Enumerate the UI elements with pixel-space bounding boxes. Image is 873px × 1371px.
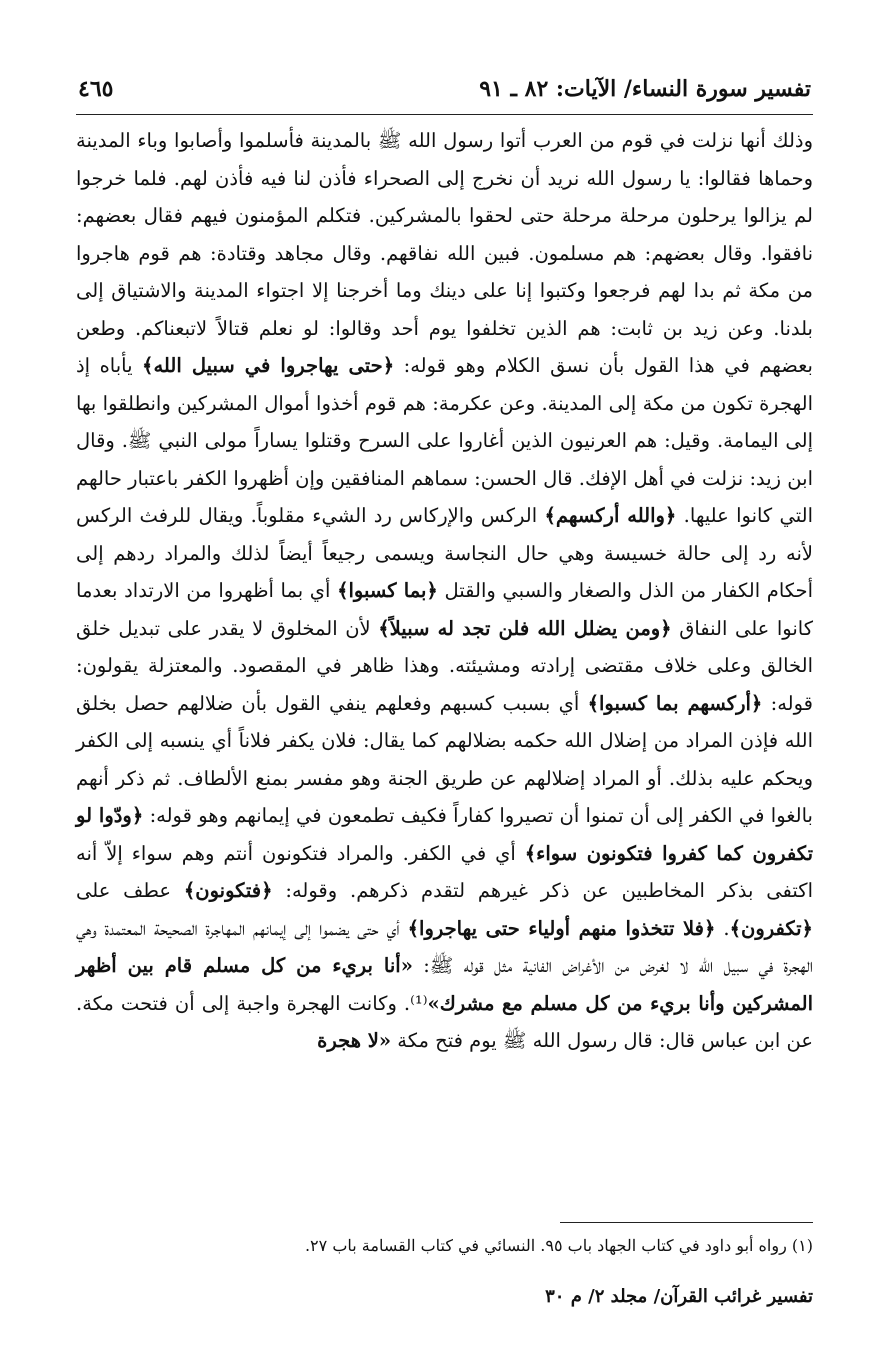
text-segment: الركس والإركاس رد الشيء مقلوباً. ويقال للرفث الركس لأنه رد إلى حالة خسيسة وهي حال النجاسة ويسمى رجيعاً أيضاً لذلك والمراد ردهم إلى أحكام الكفار من الذل والصغار والسبي والقتل <box>76 504 813 602</box>
quoted-verse: ﴿والله أركسهم﴾ <box>544 504 677 527</box>
quoted-verse: ﴿ومن يضلل الله فلن تجد له سبيلاً﴾ <box>378 616 672 640</box>
page-number: ٤٦٥ <box>78 76 114 102</box>
text-segment: وذلك أنها نزلت في قوم من العرب أتوا رسول الله ﷺ بالمدينة فأسلموا وأصابوا وباء المدينة وحماها فقالوا: يا رسول الله نريد أن نخرج إلى الصحراء فأذن لنا فيه فأذن لهم. فلما خرجوا لم يزالوا يرحلون مرحلة مرحلة حتى لحقوا بالمشركين. فتكلم المؤمنون فيهم فقال بعضهم: نافقوا. وقال بعضهم: هم مسلمون. فبين الله نفاقهم. وقال مجاهد وقتادة: هم قوم هاجروا من مكة ثم بدا لهم فرجعوا وكتبوا إنا على دينك وما أخرجنا إلا اجتواء المدينة والاشتياق إلى بلدنا. وعن زيد بن ثابت: هم الذين تخلفوا يوم أحد وقالوا: لو نعلم قتالاً لاتبعناكم. وطعن بعضهم في هذا القول بأن نسق الكلام وهو قوله: <box>76 129 813 377</box>
quoted-verse: ﴿ودّوا لو تكفرون كما كفروا فتكونون سواء﴾ <box>76 804 813 865</box>
text-segment: أي في الكفر. والمراد فتكونون أنتم وهم سواء إلاّ أنه اكتفى بذكر المخاطبين عن ذكر غيرهم لتقدم ذكرهم. وقوله: <box>76 841 813 902</box>
quoted-verse: ﴿تكفرون﴾ <box>729 916 813 940</box>
body-text <box>76 122 813 1060</box>
footnote-divider <box>560 1222 813 1223</box>
page-footer: تفسير غرائب القرآن/ مجلد ٢/ م ٣٠ <box>545 1286 813 1307</box>
quoted-verse: «لا هجرة <box>317 1029 392 1052</box>
quoted-verse: «أنا بريء من كل مسلم قام بين أظهر المشركين وأنا بريء من كل مسلم مع مشرك» <box>76 954 813 1015</box>
footnote: (١) رواه أبو داود في كتاب الجهاد باب ٩٥. النسائي في كتاب القسامة باب ٢٧. <box>304 1236 813 1255</box>
text-segment: . <box>715 916 730 940</box>
text-segment: أي بما أظهروا من الارتداد بعدما كانوا على النفاق <box>76 579 814 640</box>
quoted-verse: ﴿بما كسبوا﴾ <box>337 579 438 602</box>
body-paragraph <box>76 122 813 1060</box>
text-segment: ⁽¹⁾. وكانت الهجرة واجبة إلى أن فتحت مكة. عن ابن عباس قال: قال رسول الله ﷺ يوم فتح مكة <box>76 991 813 1052</box>
text-segment: يأباه إذ الهجرة تكون من مكة إلى المدينة. وعن عكرمة: هم قوم أخذوا أموال المشركين وانطلقوا بها إلى اليمامة. وقيل: هم العرنيون الذين أغاروا على السرح وقتلوا يساراً مولى النبي ﷺ. وقال ابن زيد: نزلت في أهل الإفك. قال الحسن: سماهم المنافقين وإن أظهروا الكفر باعتبار حالهم التي كانوا عليها. <box>76 354 814 527</box>
header-divider <box>76 114 813 115</box>
text-segment: أي بسبب كسبهم وفعلهم ينفي القول بأن ضلالهم حصل بخلق الله فإذن المراد من إضلال الله حكمه بضلالهم كما يقال: فلان يكفر فلاناً أي ينسبه إلى الكفر ويحكم عليه بذلك. أو المراد إضلالهم عن طريق الجنة وهو مفسر بمنع الألطاف. ثم ذكر أنهم بالغوا في الكفر إلى أن تمنوا أن تصيروا كفاراً فكيف تطمعون في إيمانهم وهو قوله: <box>76 691 813 827</box>
running-title: تفسير سورة النساء/ الآيات: ٨٢ ـ ٩١ <box>479 76 811 102</box>
text-segment: عطف على <box>76 879 184 902</box>
page-header <box>78 72 811 112</box>
quoted-verse: ﴿فتكونون﴾ <box>183 879 273 902</box>
quoted-verse: ﴿حتى يهاجروا في سبيل الله﴾ <box>142 354 395 377</box>
quoted-verse: ﴿فلا تتخذوا منهم أولياء حتى يهاجروا﴾ <box>407 916 716 940</box>
text-segment: أي حتى يضموا إلى إيمانهم المهاجرة الصحيحة المعتمدة وهي الهجرة في سبيل الله لا لغرض من الأغراض الفانية مثل قوله ﷺ: <box>76 916 813 977</box>
text-segment: لأن المخلوق لا يقدر على تبديل خلق الخالق وعلى خلاف مقتضى إرادته ومشيئته. وهذا ظاهر في المقصود. والمعتزلة يقولون: قوله: <box>76 616 813 715</box>
quoted-verse: ﴿أركسهم بما كسبوا﴾ <box>587 691 763 715</box>
